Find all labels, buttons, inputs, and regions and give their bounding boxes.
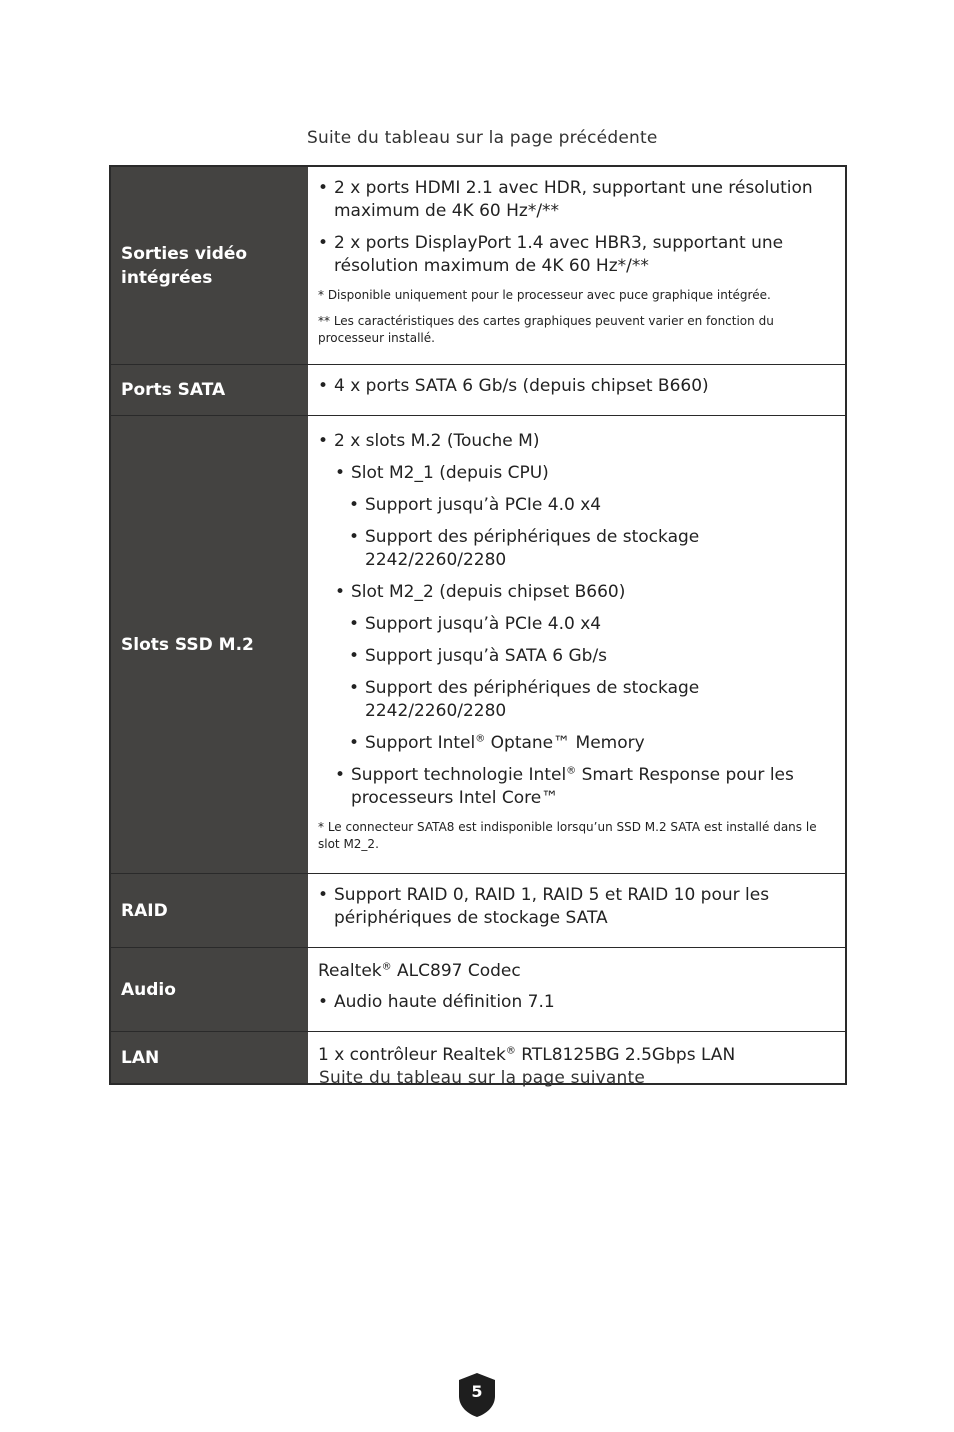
footnote: * Le connecteur SATA8 est indisponible lorsqu’un SSD M.2 SATA est installé dans le slot M2_2.	[318, 819, 817, 851]
list-item: • 2 x ports HDMI 2.1 avec HDR, supportant une résolution maximum de 4K 60 Hz*/**	[318, 177, 833, 223]
list-item: • Support jusqu’à SATA 6 Gb/s	[349, 645, 833, 668]
text: ALC897 Codec	[391, 961, 521, 981]
list-item: • 2 x ports DisplayPort 1.4 avec HBR3, supportant une résolution maximum de 4K 60 Hz*/**	[318, 232, 833, 278]
row-label-video: Sorties vidéo intégrées	[110, 166, 308, 365]
text: 1 x contrôleur Realtek	[318, 1045, 506, 1065]
row-label-raid: RAID	[110, 874, 308, 948]
list-item: • Support jusqu’à PCIe 4.0 x4	[349, 494, 833, 517]
text: Support Intel	[365, 732, 476, 753]
row-label-lan: LAN	[110, 1032, 308, 1085]
registered-mark: ®	[475, 732, 486, 744]
row-label-sata: Ports SATA	[110, 365, 308, 416]
table-row	[110, 166, 846, 365]
list-item-smart-response	[335, 764, 833, 810]
list-item: • Audio haute définition 7.1	[318, 991, 833, 1014]
table-row	[110, 874, 846, 948]
table-row	[110, 948, 846, 1032]
list-item-optane	[349, 732, 833, 755]
list-item: • Support jusqu’à PCIe 4.0 x4	[349, 613, 833, 636]
text: Realtek	[318, 961, 382, 981]
list-item: • Support des périphériques de stockage 2242/2260/2280	[349, 677, 833, 723]
audio-codec	[318, 960, 833, 983]
footnote: * Disponible uniquement pour le processeur avec puce graphique intégrée.	[318, 288, 771, 302]
row-label-audio: Audio	[110, 948, 308, 1032]
list-item: • Slot M2_2 (depuis chipset B660)	[335, 581, 833, 604]
list-item: • Support RAID 0, RAID 1, RAID 5 et RAID 10 pour les périphériques de stockage SATA	[318, 884, 833, 930]
row-label-m2: Slots SSD M.2	[110, 416, 308, 874]
text: RTL8125BG 2.5Gbps LAN	[515, 1045, 736, 1065]
text: Optane™ Memory	[485, 732, 645, 753]
registered-mark: ®	[566, 764, 577, 776]
footnote: ** Les caractéristiques des cartes graphiques peuvent varier en fonction du processeur installé.	[318, 314, 774, 345]
registered-mark: ®	[505, 1045, 516, 1057]
continued-to-note: Suite du tableau sur la page suivante	[319, 1068, 646, 1088]
list-item: • 2 x slots M.2 (Touche M)	[318, 430, 833, 453]
continued-from-note: Suite du tableau sur la page précédente	[307, 128, 658, 148]
table-row	[110, 365, 846, 416]
list-item: • Slot M2_1 (depuis CPU)	[335, 462, 833, 485]
row-value-m2	[308, 416, 846, 874]
page-number: 5	[471, 1382, 483, 1401]
table-row	[110, 416, 846, 874]
row-value-audio	[308, 948, 846, 1032]
list-item: • 4 x ports SATA 6 Gb/s (depuis chipset B660)	[318, 375, 833, 398]
text: Support technologie Intel	[351, 764, 567, 785]
registered-mark: ®	[381, 961, 392, 973]
row-value-video	[308, 166, 846, 365]
list-item: • Support des périphériques de stockage 2242/2260/2280	[349, 526, 833, 572]
row-value-sata	[308, 365, 846, 416]
specifications-table	[109, 165, 847, 1085]
lan-controller	[318, 1044, 833, 1067]
text: Smart Response pour les processeurs Intel Core™	[351, 764, 794, 808]
row-value-raid	[308, 874, 846, 948]
